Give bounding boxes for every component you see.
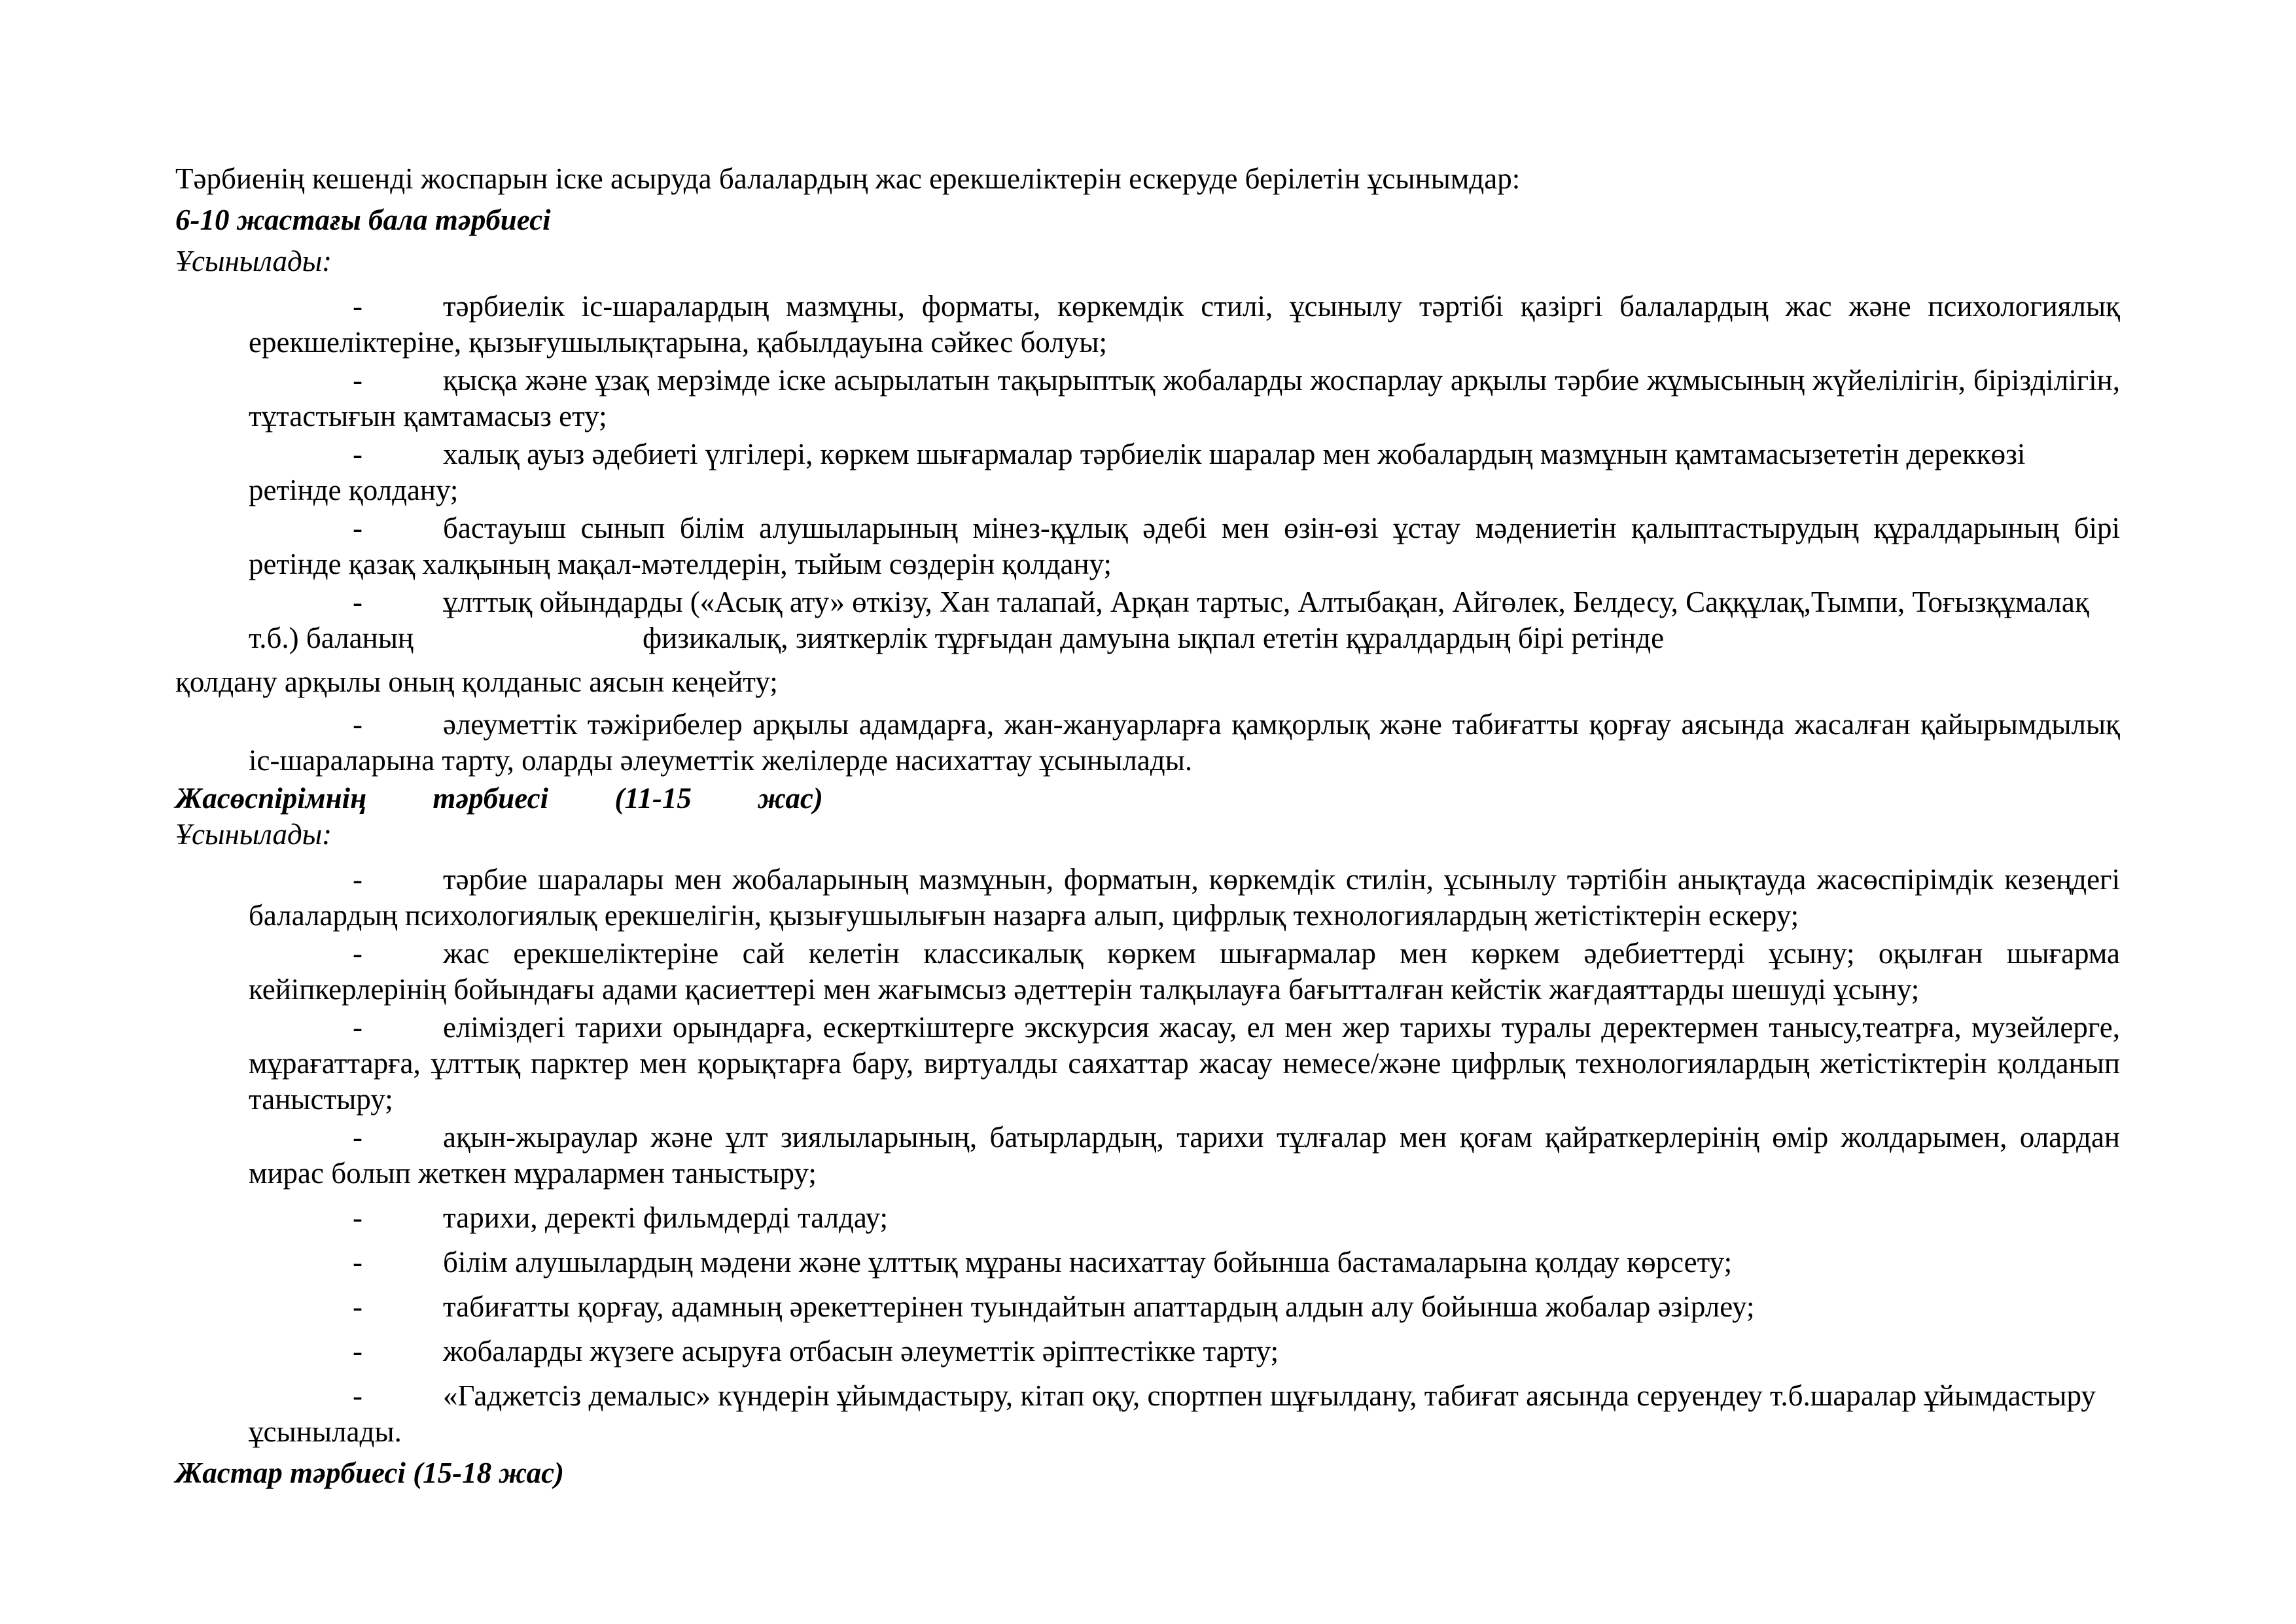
bullet-dash: - bbox=[353, 1290, 362, 1323]
bullet-dash: - bbox=[353, 1121, 362, 1154]
bullet-dash: - bbox=[353, 863, 362, 896]
list-item bbox=[175, 936, 2120, 1008]
intro-paragraph: Тәрбиенің кешенді жоспарын іске асыруда балалардың жас ерекшеліктерін ескеруде берілетін ұсынымдар: bbox=[175, 162, 1521, 195]
bullet-dash: - bbox=[353, 1011, 362, 1044]
list-item-text: білім алушылардың мәдени және ұлттық мұраны насихаттау бойынша бастамаларына қолдау көрсету; bbox=[443, 1246, 1733, 1279]
section-heading-11-15: Жасөспірімнің тәрбиесі (11-15 жас) bbox=[175, 782, 823, 815]
list-item-text: еліміздегі тарихи орындарға, ескерткіштерге экскурсия жасау, ел мен жер тарихы туралы деректермен танысу,театрға, музейлерге, мұрағаттарға, ұлттық парктер мен қорықтарға бару, виртуалды саяхаттар жасау немесе/және цифрлық технологиялардың жетістіктерін қолданып таныстыру; bbox=[249, 1011, 2120, 1116]
list-item bbox=[175, 436, 2120, 508]
bullet-dash: - bbox=[353, 364, 362, 397]
bullet-dash: - bbox=[353, 512, 362, 544]
list-item bbox=[175, 707, 2120, 779]
list-item-text: тәрбие шаралары мен жобаларының мазмұнын, форматын, көркемдік стилін, ұсынылу тәртібін анықтауда жасөспірімдік кезеңдегі балалардың психологиялық ерекшелігін, қызығушылығын назарға алып, цифрлық технологиялардың жетістіктерін ескеру; bbox=[249, 863, 2120, 932]
list-item-tail: қолдану арқылы оның қолданыс аясын кеңейту; bbox=[175, 665, 778, 698]
list-item bbox=[175, 510, 2120, 582]
recommendation-list-6-10-cont bbox=[175, 707, 2120, 779]
recommended-label: Ұсынылады: bbox=[175, 245, 332, 277]
bullet-dash: - bbox=[353, 1335, 362, 1368]
list-item-text: бастауыш сынып білім алушыларының мінез-құлық әдебі мен өзін-өзі ұстау мәдениетін қалыптастырудың құралдарының бірі ретінде қазақ халқының мақал-мәтелдерін, тыйым сөздерін қолдану; bbox=[249, 512, 2120, 580]
list-item bbox=[175, 862, 2120, 934]
list-item bbox=[175, 362, 2120, 434]
list-item-text: «Гаджетсіз демалыс» күндерін ұйымдастыру, кітап оқу, спортпен шұғылдану, табиғат аясында серуендеу т.б.шаралар ұйымдастыру ұсынылады. bbox=[249, 1379, 2096, 1448]
list-item-text: ақын-жыраулар және ұлт зиялыларының, батырлардың, тарихи тұлғалар мен қоғам қайраткерлерінің өмір жолдарымен, олардан мирас болып жеткен мұралармен таныстыру; bbox=[249, 1121, 2120, 1190]
bullet-dash: - bbox=[353, 937, 362, 970]
list-item bbox=[175, 1200, 2120, 1236]
list-item-text: жобаларды жүзеге асыруға отбасын әлеуметтік әріптестікке тарту; bbox=[443, 1335, 1279, 1368]
bullet-dash: - bbox=[353, 586, 362, 618]
list-item bbox=[175, 289, 2120, 361]
recommendation-list-6-10 bbox=[175, 289, 2120, 656]
list-item-text: табиғатты қорғау, адамның әрекеттерінен туындайтын апаттардың алдын алу бойынша жобалар әзірлеу; bbox=[443, 1290, 1755, 1323]
list-item bbox=[175, 1244, 2120, 1280]
list-item-text-continued: физикалық, зияткерлік тұрғыдан дамуына ықпал ететін құралдардың бірі ретінде bbox=[643, 622, 1665, 654]
list-item bbox=[175, 1378, 2120, 1450]
list-item-text: ұлттық ойындарды («Асық ату» өткізу, Хан талапай, Арқан тартыс, Алтыбақан, Айгөлек, Белдесу, Саққұлақ,Тымпи, Тоғызқұмалақ т.б.) баланың bbox=[249, 586, 2089, 654]
list-item bbox=[175, 584, 2120, 656]
list-item-text: тәрбиелік іс-шаралардың мазмұны, форматы, көркемдік стилі, ұсынылу тәртібі қазіргі балалардың жас және психологиялық ерекшеліктеріне, қызығушылықтарына, қабылдауына сәйкес болуы; bbox=[249, 290, 2120, 359]
list-item bbox=[175, 1333, 2120, 1369]
list-item-text: халық ауыз әдебиеті үлгілері, көркем шығармалар тәрбиелік шаралар мен жобалардың мазмұнын қамтамасызететін дереккөзі ретінде қолдану; bbox=[249, 438, 2026, 506]
list-item-text: әлеуметтік тәжірибелер арқылы адамдарға, жан-жануарларға қамқорлық және табиғатты қорғау аясында жасалған қайырымдылық іс-шараларына тарту, оларды әлеуметтік желілерде насихаттау ұсынылады. bbox=[249, 708, 2120, 777]
recommended-label: Ұсынылады: bbox=[175, 818, 332, 851]
list-item bbox=[175, 1120, 2120, 1192]
list-item-text: қысқа және ұзақ мерзімде іске асырылатын тақырыптық жобаларды жоспарлау арқылы тәрбие жұмысының жүйелілігін, бірізділігін, тұтастығын қамтамасыз ету; bbox=[249, 364, 2120, 432]
list-item-text: тарихи, деректі фильмдерді талдау; bbox=[443, 1201, 889, 1234]
list-item bbox=[175, 1010, 2120, 1118]
bullet-dash: - bbox=[353, 1246, 362, 1279]
bullet-dash: - bbox=[353, 290, 362, 323]
section-heading-6-10: 6-10 жастағы бала тәрбиесі bbox=[175, 203, 551, 236]
bullet-dash: - bbox=[353, 1379, 362, 1412]
bullet-dash: - bbox=[353, 438, 362, 470]
list-item-text: жас ерекшеліктеріне сай келетін классикалық көркем шығармалар мен көркем әдебиеттерді ұсыну; оқылған шығарма кейіпкерлерінің бойындағы адами қасиеттері мен жағымсыз әдеттерін талқылауға бағытталған кейстік жағдаяттарды шешуді ұсыну; bbox=[249, 937, 2120, 1006]
recommendation-list-11-15 bbox=[175, 862, 2120, 1450]
bullet-dash: - bbox=[353, 708, 362, 741]
section-heading-15-18: Жастар тәрбиесі (15-18 жас) bbox=[175, 1456, 565, 1489]
bullet-dash: - bbox=[353, 1201, 362, 1234]
document-body bbox=[175, 161, 2120, 1491]
list-item bbox=[175, 1289, 2120, 1325]
